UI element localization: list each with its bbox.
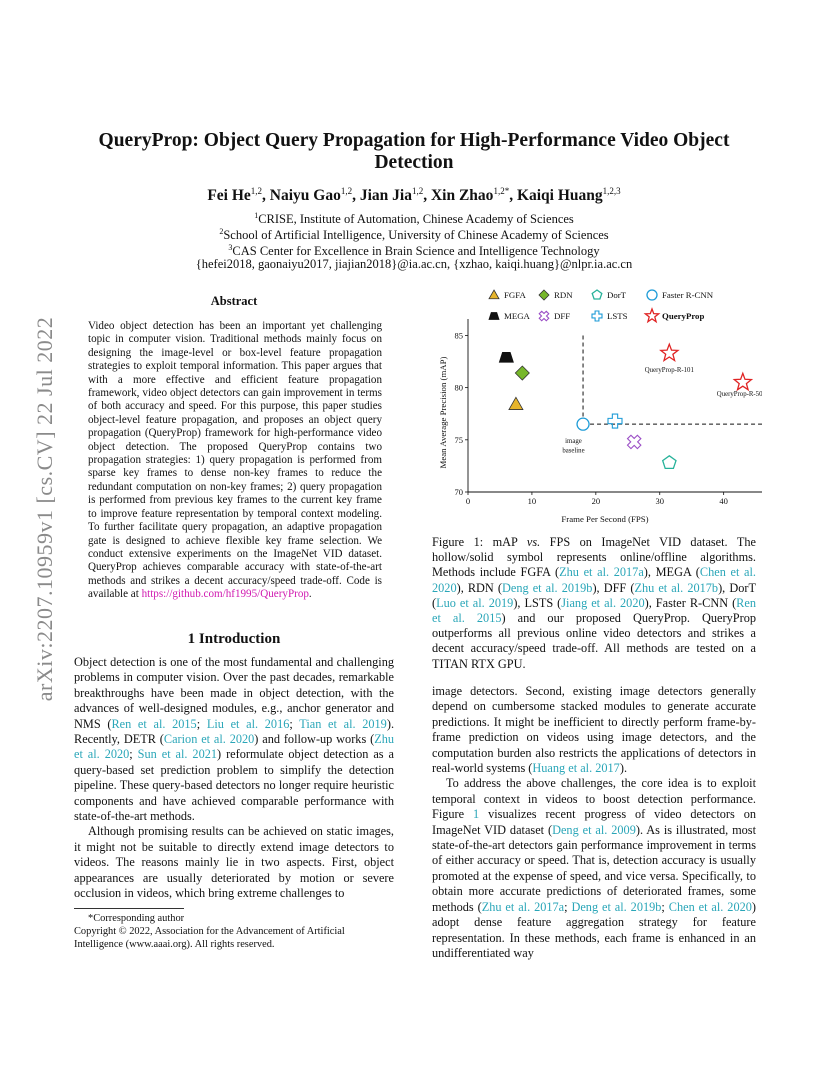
paper-title: QueryProp: Object Query Propagation for High-Performance Video Object Detection: [98, 130, 730, 173]
citation-link[interactable]: Liu et al. 2016: [206, 716, 290, 731]
text-run: ) and our proposed QueryProp. QueryProp outperforms all previous online video detectors and strikes a decent accuracy/speed trade-off. All methods are tested on a TITAN RTX GPU.: [432, 611, 756, 671]
chart-annotation: QueryProp-R-101: [644, 366, 694, 374]
author-emails: {hefei2018, gaonaiyu2017, jiajian2018}@ia.ac.cn, {xzhao, kaiqi.huang}@nlpr.ia.ac.cn: [195, 257, 633, 271]
abstract-text: Video object detection has been an important yet challenging topic in computer vision. Traditional methods mainly focus on designing the image-level or box-level feature propagation strategies to exploit temporal information. This paper argues that with a more effective and efficient feature propagation framework, video object detectors can gain improvement in terms of both accuracy and speed. For this purpose, this paper studies object-level feature propagation, and proposes an object query propagation (QueryProp) framework for high-performance video object detection. The proposed QueryProp contains two propagation strategies: 1) query propagation is performed from sparse key frames to dense non-key frames to reduce the redundant computation on non-key frames; 2) query propagation is performed from previous key frames to the current key frame to improve feature representation by temporal context modeling. To further facilitate query propagation, an adaptive propagation gate is designed to achieve flexible key frame selection. We conduct extensive experiments on the ImageNet VID dataset. QueryProp achieves comparable accuracy with state-of-the-art methods and strikes a decent accuracy/speed trade-off. Code is available at: [88, 320, 382, 601]
left-column-text: [74, 655, 394, 902]
text-run: Object detection is one of the most fundamental and challenging problems in computer vision. Over the past decades, remarkable breakthroughs have been made in object detection, with the advances of well-designed modules, e.g., anchor generator and NMS (: [74, 655, 394, 731]
affiliation-1-marker: 1: [254, 211, 259, 220]
x-tick-label: 40: [719, 496, 728, 506]
author-separator: ,: [509, 187, 517, 205]
data-point-queryprop: [734, 373, 751, 389]
text-run: ;: [196, 716, 207, 731]
citation-link[interactable]: Ren et al. 2015: [111, 716, 197, 731]
author-affiliation-marker: 1,2: [411, 186, 424, 196]
author-name: Naiyu Gao: [269, 187, 341, 205]
author-affiliation-marker: 1,2: [340, 186, 353, 196]
author-name: Xin Zhao: [430, 187, 494, 205]
author-separator: ,: [352, 187, 360, 205]
legend-label-faster-r-cnn: Faster R-CNN: [662, 290, 714, 300]
citation-link[interactable]: Ren et al. 2015: [432, 595, 756, 626]
author-list: [80, 186, 748, 205]
figure-1: [432, 285, 762, 530]
x-tick-label: 0: [465, 496, 471, 506]
citation-link[interactable]: 1: [473, 807, 480, 822]
legend-marker-lsts: [592, 311, 602, 321]
x-tick-label: 20: [591, 496, 601, 506]
data-point-lsts: [608, 414, 622, 428]
text-run: ), DFF (: [592, 580, 635, 595]
author-affiliation-marker: 1,2: [250, 186, 263, 196]
citation-link[interactable]: Zhu et al. 2020: [74, 732, 394, 762]
legend-marker-fgfa: [489, 290, 499, 299]
y-tick-label: 70: [454, 487, 463, 497]
text-run: ;: [129, 747, 138, 762]
affiliation-2-marker: 2: [219, 227, 224, 236]
x-axis-label: Frame Per Second (FPS): [561, 514, 649, 524]
citation-link[interactable]: Deng et al. 2019b: [502, 580, 593, 595]
figure-1-caption: [432, 535, 756, 672]
y-tick-label: 75: [454, 434, 463, 445]
y-tick-label: 80: [454, 382, 463, 393]
citation-link[interactable]: Zhu et al. 2017a: [481, 899, 565, 914]
intro-paragraph-2: Although promising results can be achieved on static images, it might not be suitable to directly extend image detectors to videos. The reasons mainly lie in two aspects. First, object appearances are usually deteriorated by motion or severe occlusion in videos, which bring extreme challenges to: [74, 824, 394, 901]
text-run: ;: [661, 899, 669, 914]
chart-annotation: QueryProp-R-50: [716, 390, 762, 398]
y-axis-label: Mean Average Precision (mAP): [438, 356, 448, 469]
text-run: ). As is illustrated, most state-of-the-art detectors gain performance improvement in terms of either accuracy or speed. That is, detection accuracy is usually promoted at the expense of speed, and vice versa. Specifically, to obtain more accurate predictions of deteriorated frames, some methods (: [432, 822, 757, 914]
text-run: ), Faster R-CNN (: [644, 595, 737, 610]
affiliation-2-text: School of Artificial Intelligence, University of Chinese Academy of Sciences: [223, 228, 609, 243]
citation-link[interactable]: Jiang et al. 2020: [561, 595, 645, 610]
legend-label-fgfa: FGFA: [504, 290, 526, 300]
abstract-heading: Abstract: [210, 294, 258, 308]
legend-label-mega: MEGA: [504, 311, 530, 321]
data-point-dff: [624, 432, 644, 452]
chart-annotation: baseline: [562, 447, 585, 455]
legend-label-dff: DFF: [554, 311, 571, 321]
author-affiliation-marker: 1,2*: [493, 186, 510, 196]
data-point-faster-r-cnn: [577, 418, 589, 430]
arxiv-identifier: arXiv:2207.10959v1 [cs.CV] 22 Jul 2022: [32, 316, 57, 702]
intro-paragraph-3: [432, 684, 756, 776]
text-run: FPS on ImageNet VID dataset. The hollow/solid symbol represents online/offline algorithms. Methods include FGFA (: [432, 535, 756, 580]
footnote: [74, 912, 394, 951]
author-name: Fei He: [207, 187, 251, 205]
text-run: ) reformulate object detection as a query-based set prediction problem to simplify the detection pipeline. These query-based detectors no longer require heuristic components and have achieved comparable performance with state-of-the-art methods.: [74, 747, 394, 824]
abstract-end: .: [308, 588, 312, 601]
text-run: Figure 1: mAP: [432, 535, 527, 549]
text-run: vs.: [526, 535, 541, 549]
author-affiliation-marker: 1,2,3: [602, 186, 621, 196]
citation-link[interactable]: Carion et al. 2020: [163, 732, 255, 747]
code-link[interactable]: https://github.com/hf1995/QueryProp: [141, 588, 309, 601]
citation-link[interactable]: Zhu et al. 2017a: [559, 565, 644, 580]
text-run: ;: [564, 899, 572, 914]
text-run: image detectors. Second, existing image detectors generally depend on cumbersome stacked modules to generate accurate predictions. It might be inefficient to directly perform frame-by-frame prediction on videos using image detectors, and the computation burden also restricts the applications of detectors in real-world systems (: [432, 684, 756, 776]
author-separator: ,: [262, 187, 270, 205]
legend-label-queryprop: QueryProp: [662, 311, 705, 321]
text-run: ;: [289, 716, 300, 731]
x-tick-label: 10: [527, 496, 537, 506]
legend-marker-dort: [592, 290, 602, 299]
citation-link[interactable]: Chen et al. 2020: [432, 565, 756, 595]
data-point-queryprop: [661, 344, 678, 360]
author-separator: ,: [423, 187, 431, 205]
copyright-note: Copyright © 2022, Association for the Advancement of Artificial Intelligence (www.aaai.org). All rights reserved.: [74, 926, 345, 950]
text-run: visualizes recent progress of video detectors on ImageNet VID dataset (: [432, 807, 757, 837]
legend-label-rdn: RDN: [554, 290, 573, 300]
data-point-dort: [663, 456, 676, 469]
legend-label-lsts: LSTS: [607, 311, 628, 321]
affiliation-3-text: CAS Center for Excellence in Brain Science and Intelligence Technology: [232, 244, 600, 259]
legend-marker-dff-shape: [537, 309, 551, 323]
text-run: ).: [619, 761, 628, 776]
data-point-rdn: [515, 366, 529, 380]
data-point-mega: [499, 352, 513, 362]
footnote-divider: [74, 908, 184, 909]
corresponding-author-note: *Corresponding author: [88, 913, 185, 924]
right-column-text: [432, 684, 756, 961]
y-tick-label: 85: [454, 330, 463, 341]
citation-link[interactable]: Tian et al. 2019: [299, 716, 387, 731]
legend-label-dort: DorT: [607, 290, 627, 300]
legend-marker-dff: [537, 309, 551, 323]
author-name: Kaiqi Huang: [516, 187, 603, 205]
section-heading-introduction: 1 Introduction: [187, 631, 281, 647]
text-run: ), RDN (: [456, 580, 502, 595]
chart-annotation: image: [565, 437, 582, 445]
author-name: Jian Jia: [359, 187, 412, 205]
text-run: ). Recently, DETR (: [74, 716, 395, 747]
map-vs-fps-chart: [432, 285, 762, 530]
affiliation-3-marker: 3: [228, 243, 233, 252]
data-point-dff-shape: [624, 432, 644, 452]
citation-link[interactable]: Luo et al. 2019: [436, 595, 514, 610]
data-point-fgfa: [509, 397, 523, 409]
citation-link[interactable]: Huang et al. 2017: [532, 761, 620, 776]
citation-link[interactable]: Chen et al. 2020: [668, 899, 752, 914]
text-run: ) and follow-up works (: [254, 732, 375, 747]
x-tick-label: 30: [655, 496, 664, 506]
text-run: ), LSTS (: [513, 595, 562, 610]
legend-marker-queryprop: [645, 309, 658, 322]
citation-link[interactable]: Zhu et al. 2017b: [634, 580, 719, 595]
text-run: ), DorT (: [432, 580, 756, 610]
citation-link[interactable]: Deng et al. 2009: [552, 822, 636, 837]
text-run: To address the above challenges, the core idea is to exploit temporal context in videos to boost detection performance. Figure: [432, 776, 756, 822]
citation-link[interactable]: Deng et al. 2019b: [571, 899, 662, 914]
text-run: ), MEGA (: [643, 565, 700, 580]
legend-marker-mega: [489, 313, 499, 320]
legend-marker-rdn: [539, 290, 549, 300]
legend-marker-faster-r-cnn: [647, 290, 657, 300]
text-run: ) adopt dense feature aggregation strategy for feature representation. In these methods, each frame is enhanced in an undifferentiated way: [432, 899, 756, 960]
abstract-body: [88, 320, 382, 602]
affiliation-1-text: CRISE, Institute of Automation, Chinese Academy of Sciences: [258, 212, 574, 227]
intro-paragraph-4: [432, 776, 756, 961]
citation-link[interactable]: Sun et al. 2021: [137, 747, 218, 762]
intro-paragraph-1: [74, 655, 394, 824]
